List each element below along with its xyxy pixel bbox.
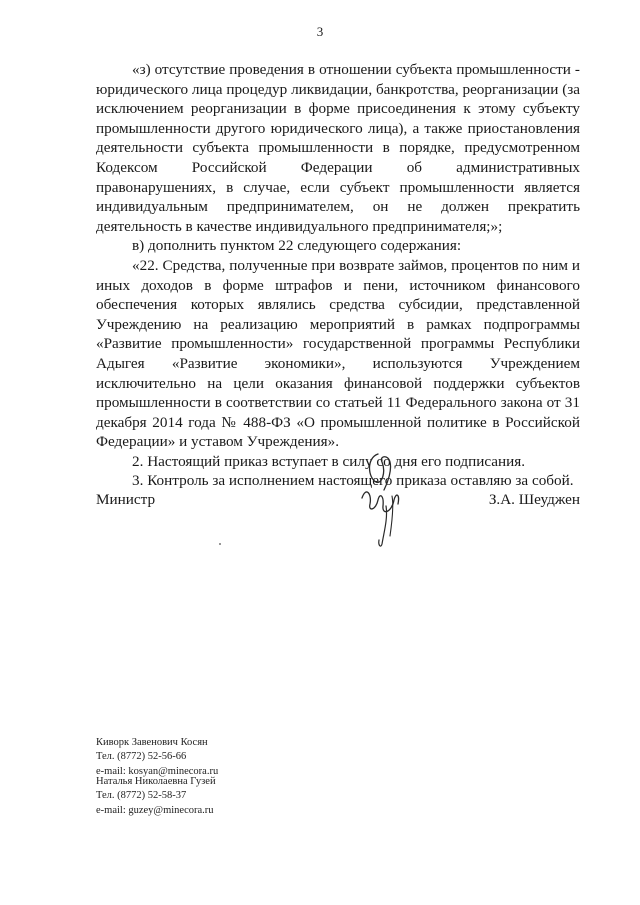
paragraph-clause-3: 3. Контроль за исполнением настоящего приказа оставляю за собой. (132, 472, 574, 490)
paragraph-item-v: в) дополнить пунктом 22 следующего содержания: (132, 237, 462, 255)
contact-phone: Тел. (8772) 52-56-66 (96, 751, 187, 763)
contact-phone: Тел. (8772) 52-58-37 (96, 790, 187, 802)
paragraph-item-z: «з) отсутствие проведения в отношении субъекта промышленности - юридического лица процедур ликвидации, банкротства, реорганизации (за исключением реорганизации в форме присоединения к этому субъекту промышленности другого юридического лица), а также приостановления деятельности субъекта промышленности в порядке, предусмотренном Кодексом Российской Федерации об административных правонарушениях, в случае, если субъект промышленности является индивидуальным предпринимателем, он не должен прекратить деятельность в качестве индивидуального предпринимателя;»; (96, 61, 580, 235)
handwritten-signature-icon (348, 448, 412, 552)
scan-speck (219, 543, 221, 545)
paragraph-point-22: «22. Средства, полученные при возврате займов, процентов по ним и иных доходов в форме штрафов и пени, источником финансового обеспечения которых являлись средства субсидии, представленной Учреждению на реализацию мероприятий в рамках подпрограммы «Развитие промышленности» государственной программы Республики Адыгея «Развитие экономики», используются Учреждением исключительно на цели оказания финансовой поддержки субъектов промышленности в соответствии со статьей 11 Федерального закона от 31 декабря 2014 года № 488-ФЗ «О промышленной политике в Российской Федерации» и уставом Учреждения». (96, 256, 580, 451)
paragraph-clause-2: 2. Настоящий приказ вступает в силу со дня его подписания. (132, 452, 526, 470)
contact-block-guzey (96, 775, 216, 818)
contact-email: e-mail: guzey@minecora.ru (96, 804, 214, 816)
signer-title: Министр (96, 491, 156, 508)
order-body-text (96, 60, 580, 491)
signer-name: З.А. Шеуджен (488, 491, 580, 508)
contact-block-kosyan (96, 736, 218, 779)
page-number: 3 (316, 24, 324, 39)
contact-email: e-mail: kosyan@minecora.ru (96, 765, 219, 777)
contact-name: Киворк Завенович Косян (96, 737, 208, 748)
contact-name: Наталья Николаевна Гузей (96, 776, 216, 787)
